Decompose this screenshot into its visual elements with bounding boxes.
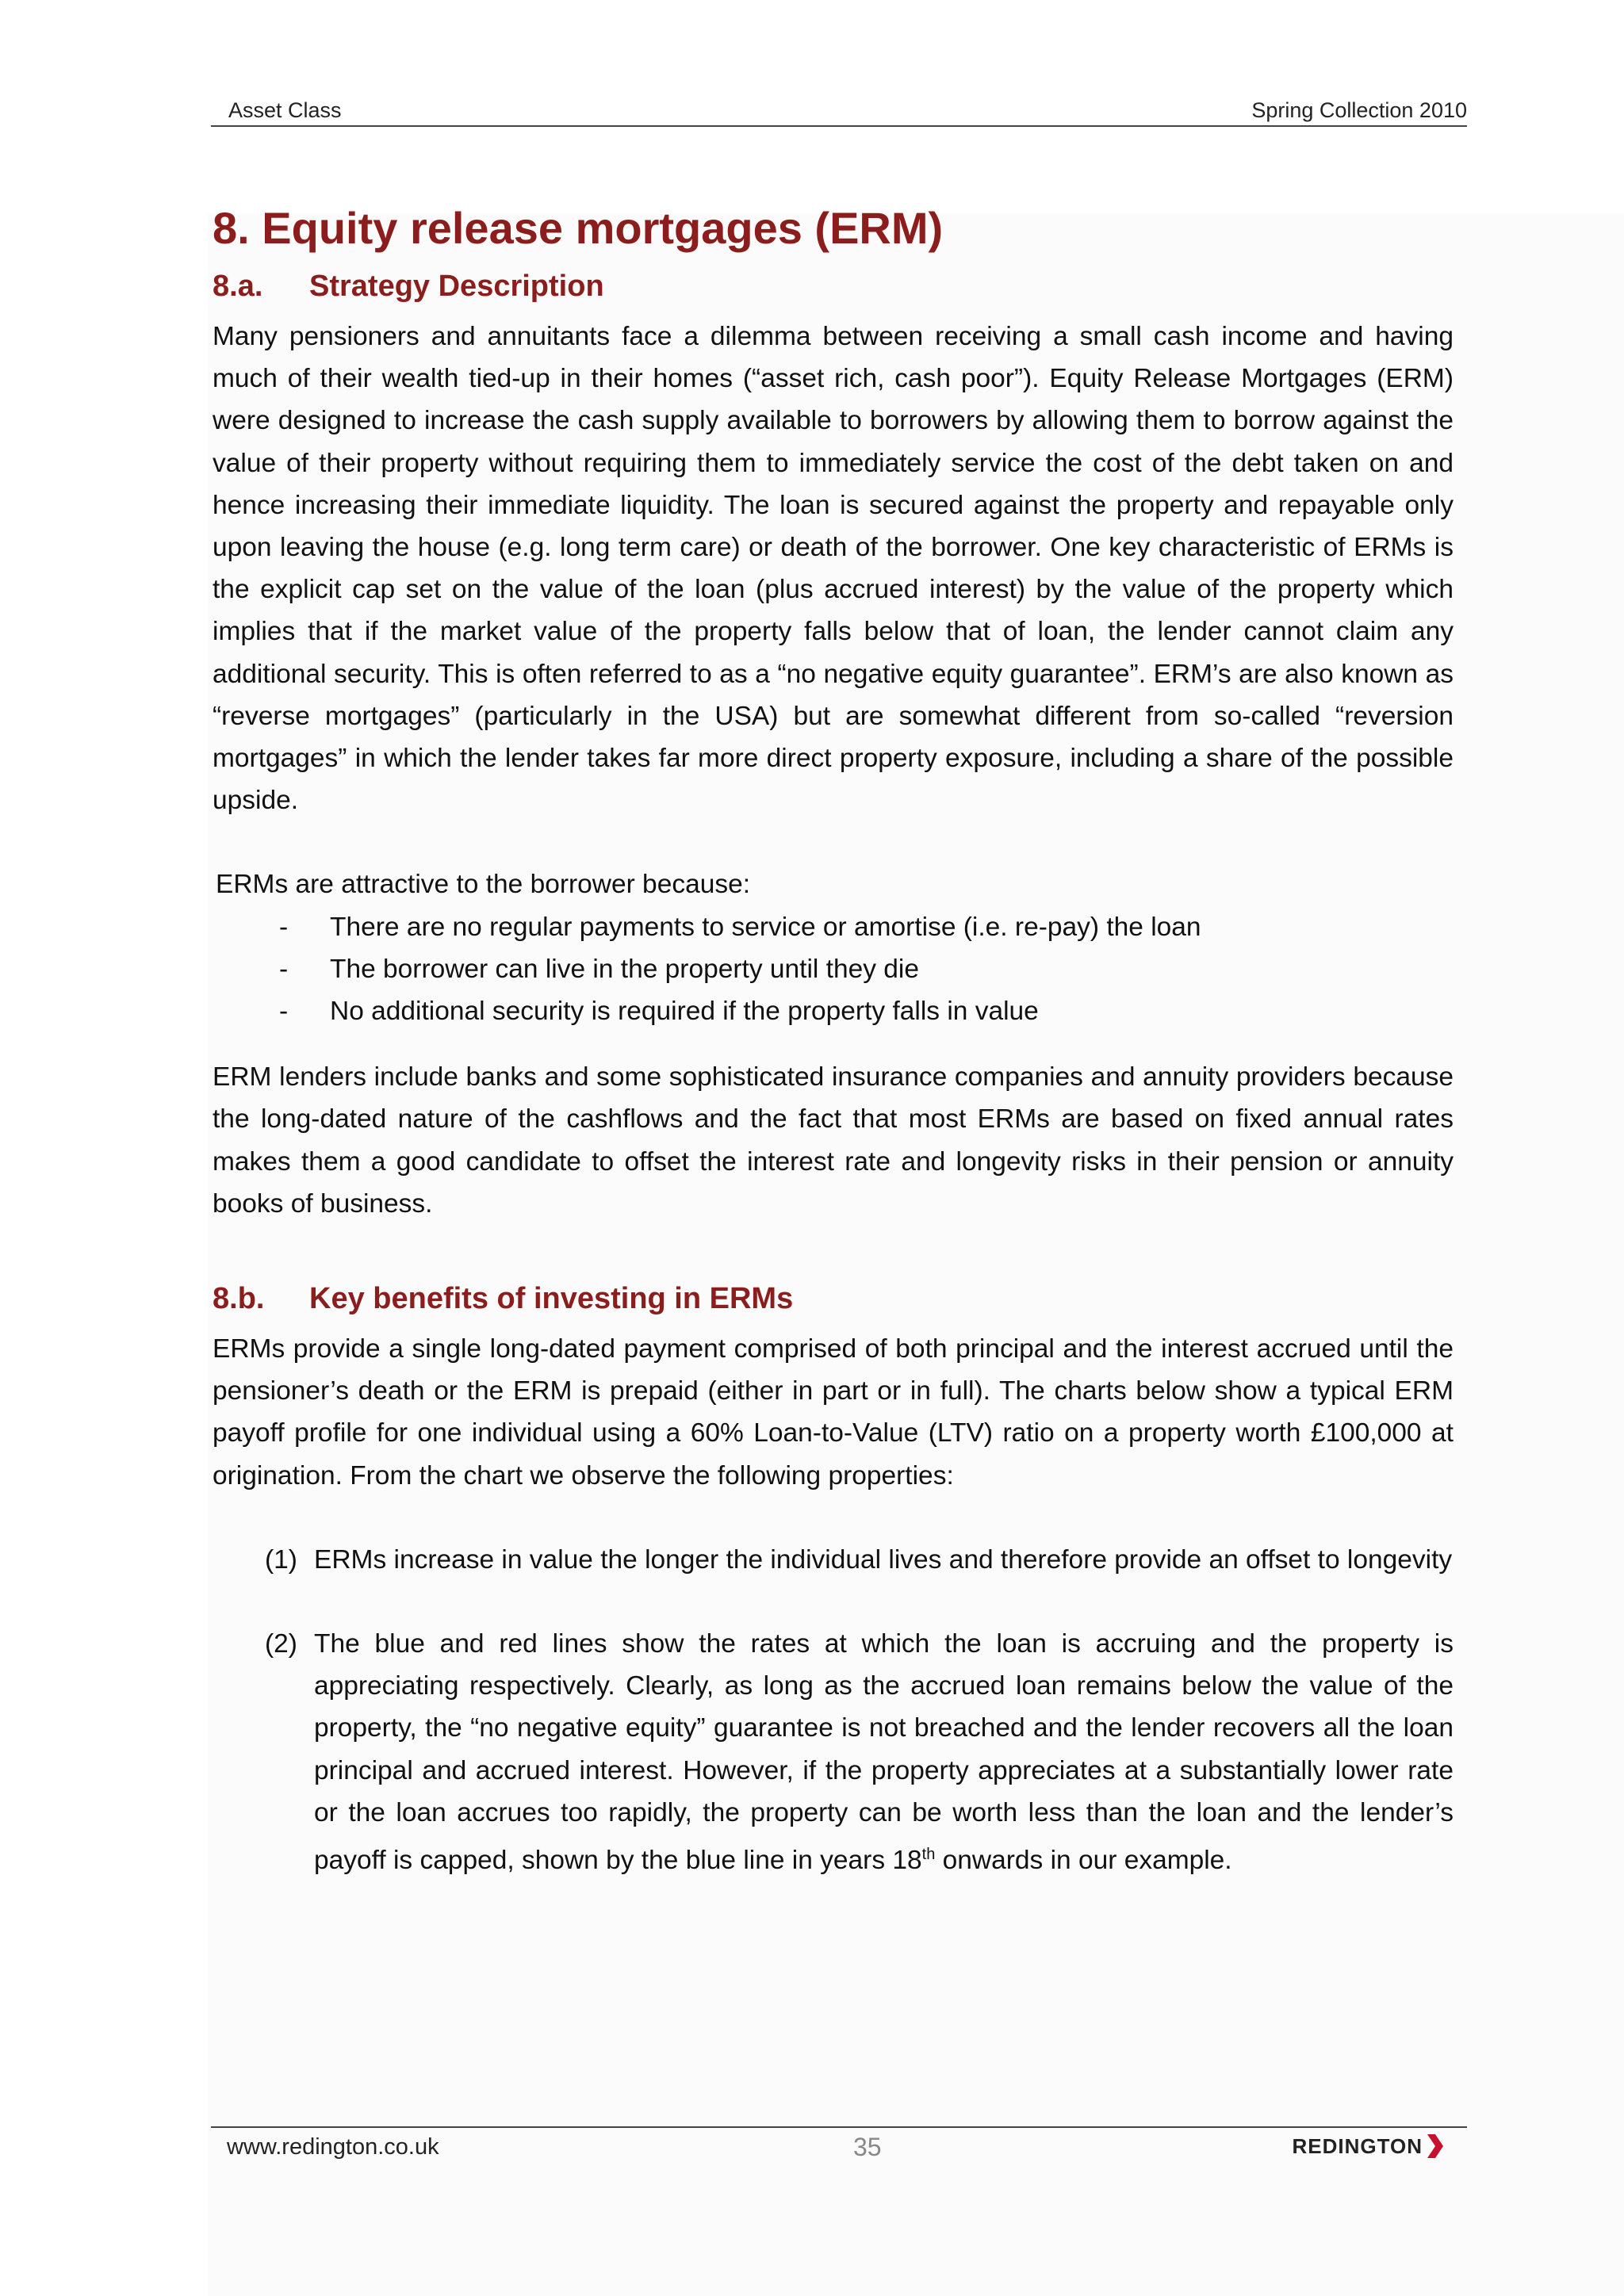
list-item: - There are no regular payments to service or amortise (i.e. re-pay) the loan [279, 912, 1201, 942]
subsection-heading-strategy [213, 266, 1454, 306]
page-header [211, 94, 1467, 127]
payoff-paragraph: ERMs provide a single long-dated payment comprised of both principal and the interest accrued until the pensioner’s death or the ERM is prepaid (either in part or in full). The charts below show a typical ERM payoff profile for one individual using a 60% Loan-to-Value (LTV) ratio on a property worth £100,000 at origination. From the chart we observe the following properties: [213, 1334, 1454, 1490]
properties-list [213, 1539, 1454, 1882]
header-left-text: Asset Class [228, 98, 342, 122]
section-title: 8. Equity release mortgages (ERM) [213, 203, 944, 253]
list-item: - The borrower can live in the property until they die [279, 954, 919, 984]
footer-url[interactable]: www.redington.co.uk [227, 2134, 439, 2160]
list-item: (2) The blue and red lines show the rates at which the loan is accruing and the property is appreciating respectively. Clearly, as long as the accrued loan remains below the value of the property, the “no negative equity” guarantee is not breached and the lender recovers all the loan principal and accrued interest. However, if the property appreciates at a substantially lower rate or the loan accrues too rapidly, the property can be worth less than the loan and the lender’s payoff is capped, shown by the blue line in years 18th onwards in our example. [265, 1629, 1454, 1876]
list-item: - No additional security is required if the property falls in value [279, 997, 1039, 1027]
subsection-title: Key benefits of investing in ERMs [309, 1282, 794, 1316]
page-number: 35 [853, 2133, 882, 2161]
list-item: (1) ERMs increase in value the longer the individual lives and therefore provide an offset to longevity [265, 1544, 1453, 1575]
strategy-paragraph: Many pensioners and annuitants face a dilemma between receiving a small cash income and having much of their wealth tied-up in their homes (“asset rich, cash poor”). Equity Release Mortgages (ERM) were designed to increase the cash supply available to borrowers by allowing them to borrow against the value of their property without requiring them to immediately service the cost of the debt taken on and hence increasing their immediate liquidity. The loan is secured against the property and repayable only upon leaving the house (e.g. long term care) or death of the borrower. One key characteristic of ERMs is the explicit cap set on the value of the loan (plus accrued interest) by the value of the property which implies that if the market value of the property falls below that of loan, the lender cannot claim any additional security. This is often referred to as a “no negative equity guarantee”. ERM’s are also known as “reverse mortgages” (particularly in the USA) but are somewhat different from so-called “reversion mortgages” in which the lender takes far more direct property exposure, including a share of the possible upside. [213, 322, 1454, 816]
page-footer [211, 2126, 1467, 2175]
benefit-bullet-list [213, 906, 1454, 1033]
redington-logo [1292, 2133, 1445, 2160]
lenders-paragraph: ERM lenders include banks and some sophisticated insurance companies and annuity providers because the long-dated nature of the cashflows and the fact that most ERMs are based on fixed annual rates makes them a good candidate to offset the interest rate and longevity risks in their pension or annuity books of business. [213, 1062, 1454, 1219]
subsection-number: 8.a. [213, 270, 263, 303]
subsection-number: 8.b. [213, 1282, 265, 1316]
subsection-heading-benefits [213, 1279, 1454, 1318]
header-right-text: Spring Collection 2010 [1251, 98, 1467, 122]
logo-chevron-icon [1424, 2133, 1445, 2160]
attractive-intro: ERMs are attractive to the borrower because: [216, 870, 751, 900]
subsection-title: Strategy Description [309, 270, 604, 303]
logo-text: REDINGTON [1292, 2133, 1423, 2158]
main-content [213, 198, 1454, 1881]
